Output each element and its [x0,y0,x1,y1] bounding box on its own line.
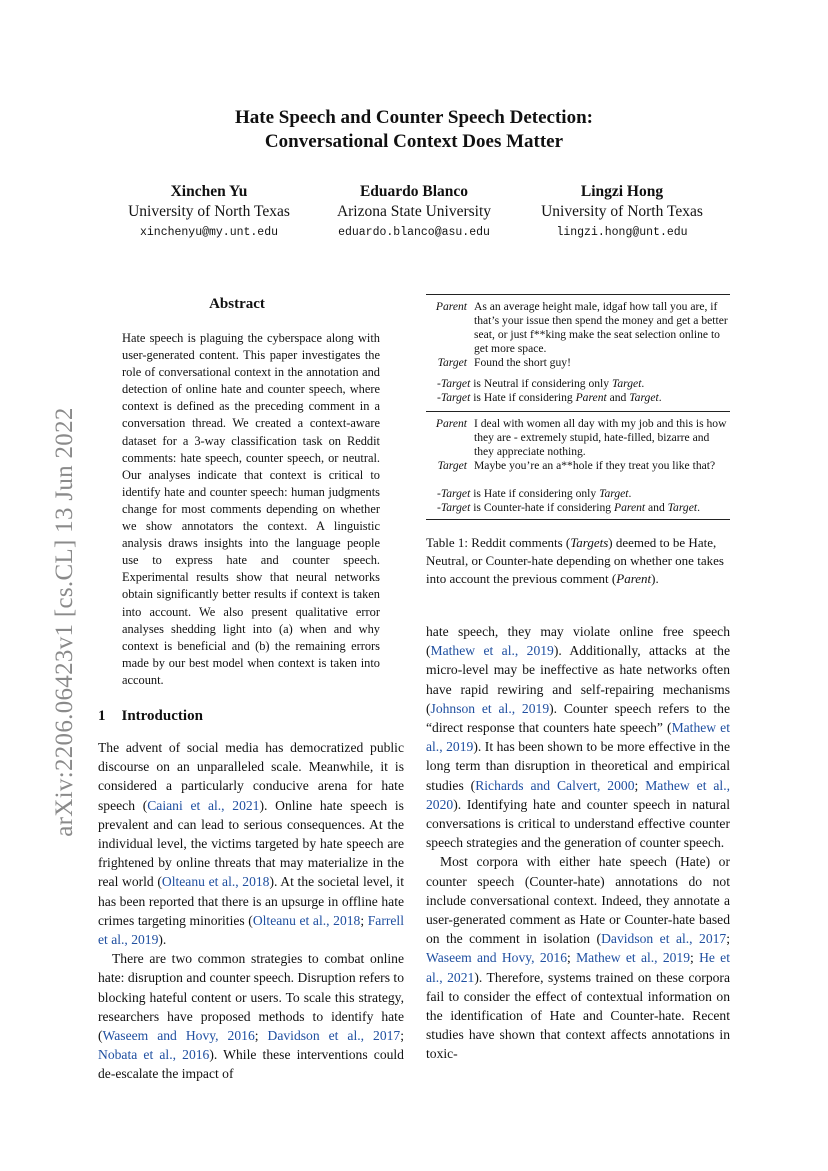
author-name: Eduardo Blanco [359,183,469,200]
title-line-1: Hate Speech and Counter Speech Detection: [235,107,593,128]
citation-link[interactable]: He et al., 2021 [426,950,730,985]
author-email: xinchenyu@my.unt.edu [139,226,279,239]
role-label: Parent [435,300,467,313]
table-note: -Target is Counter-hate if considering Parent and Target. [437,501,701,514]
comment-text: Maybe you’re an a**hole if they treat you like that? [474,459,716,472]
table-row [426,417,730,459]
author-3 [517,182,727,244]
citation-link[interactable]: Davidson et al., 2017 [267,1028,401,1044]
author-name: Lingzi Hong [580,183,664,200]
citation-link[interactable]: Mathew et al., 2019 [576,950,691,966]
citation-link[interactable]: Mathew et al., 2019 [430,643,554,659]
section-heading [98,708,203,725]
author-affiliation: University of North Texas [541,203,703,220]
author-email: eduardo.blanco@asu.edu [338,226,490,239]
section-title: Introduction [121,708,203,724]
citation-link[interactable]: Waseem and Hovy, 2016 [102,1028,255,1044]
arxiv-stamp [50,372,80,872]
citation-link[interactable]: Caiani et al., 2021 [147,797,260,813]
comment-text: I deal with women all day with my job and this is how they are - extremely stupid, hate-filled, bizarre and they appreciate nothing. [474,417,727,458]
citation-link[interactable]: Johnson et al., 2019 [430,700,550,716]
left-column [98,738,404,1084]
title-line-2: Conversational Context Does Matter [264,131,564,152]
citation-link[interactable]: Davidson et al., 2017 [601,931,727,947]
paragraph: Most corpora with either hate speech (Hate) or counter speech (Counter-hate) annotations do not include conversational context. Indeed, they annotate a user-generated comment as Hate or Counter-hate based on the comment in isolation (Davidson et al., 2017; Waseem and Hovy, 2016; Mathew et al., 2019; He et al., 2021). Therefore, systems trained on these corpora fail to consider the effect of contextual information on the identification of Hate and Counter-hate. Recent studies have shown that context affects annotations in toxic- [426,854,731,1062]
citation-link[interactable]: Farrell et al., 2019 [98,912,404,948]
comment-text: Found the short guy! [474,356,571,369]
table-row [426,300,730,356]
table-note: -Target is Hate if considering Parent and Target. [437,391,662,404]
paragraph: The advent of social media has democratized public discourse on an unparalleled scale. Meanwhile, it is considered a particularly conducive arena for hate speech (Caiani et al., 2021). Online hate speech is prevalent and can lead to serious consequences. At the individual level, the victims targeted by hate speech are frightened by online threats that may materialize in the real world (Olteanu et al., 2018). At the societal level, it has been reported that there is an upsurge in offline hate crimes targeting minorities (Olteanu et al., 2018; Farrell et al., 2019). [98,740,404,948]
paper-title [0,106,828,154]
citation-link[interactable]: Mathew et al., 2020 [426,777,730,812]
citation-link[interactable]: Richards and Calvert, 2000 [475,777,635,793]
citation-link[interactable]: Nobata et al., 2016 [98,1047,210,1063]
table-caption: Table 1: Reddit comments (Targets) deemed to be Hate, Neutral, or Counter-hate depending on whether one takes into account the previous comment (Parent). [426,535,724,586]
paragraph: hate speech, they may violate online free speech (Mathew et al., 2019). Additionally, attacks at the micro-level may be ineffective as hate networks often have rapid rewiring and self-repairing mechanisms (Johnson et al., 2019). Counter speech refers to the “direct response that counters hate speech” (Mathew et al., 2019). It has been shown to be more effective in the long term than disruption in theoretical and empirical studies (Richards and Calvert, 2000; Mathew et al., 2020). Identifying hate and counter speech in natural conversations is critical to understand effective counter speech strategies and the generation of counter speech. [426,624,730,851]
table-row [426,459,730,473]
comment-text: As an average height male, idgaf how tall you are, if that’s your issue then spend the money and get a better seat, or just f**king make the seat selection online to get more space. [474,300,728,355]
paragraph: There are two common strategies to combat online hate: disruption and counter speech. Disruption refers to blocking hateful content or users. To scale this strategy, researchers have proposed methods to identify hate (Waseem and Hovy, 2016; Davidson et al., 2017; Nobata et al., 2016). While these interventions could de-escalate the impact of [98,951,404,1082]
table-note: -Target is Neutral if considering only Target. [437,377,645,390]
role-label: Parent [435,417,467,430]
citation-link[interactable]: Olteanu et al., 2018 [252,912,361,928]
author-email: lingzi.hong@unt.edu [556,226,688,239]
citation-link[interactable]: Waseem and Hovy, 2016 [426,950,568,966]
citation-link[interactable]: Mathew et al., 2019 [426,720,730,755]
section-number: 1 [98,708,106,724]
abstract-heading: Abstract [209,296,265,312]
table-row [426,356,730,370]
table-note: -Target is Hate if considering only Target. [437,487,632,500]
role-label: Target [437,459,467,472]
role-label: Target [437,356,467,369]
author-affiliation: University of North Texas [128,203,290,220]
right-column [426,622,730,1064]
abstract-body: Hate speech is plaguing the cyberspace along with user-generated content. This paper investigates the role of conversational context in the annotation and detection of online hate and counter speech, where context is defined as the preceding comment in a conversation thread. We created a context-aware dataset for a 3-way classification task on Reddit comments: hate speech, counter speech, or neutral. Our analyses indicate that context is critical to identify hate and counter speech: human judgments change for most comments depending on whether we show annotators the context. A linguistic analysis draws insights into the language people use to express hate and counter speech. Experimental results show that neural networks obtain significantly better results if context is taken into account. We also present qualitative error analyses shedding light into (a) when and why context is beneficial and (b) the remaining errors made by our best model when context is taken into account. [122,331,380,687]
author-2 [309,182,519,244]
citation-link[interactable]: Olteanu et al., 2018 [161,874,270,890]
table-1 [426,294,730,520]
author-name: Xinchen Yu [170,183,248,200]
arxiv-stamp-text: arXiv:2206.06423v1 [cs.CL] 13 Jun 2022 [51,407,78,837]
author-affiliation: Arizona State University [336,203,492,220]
author-1 [104,182,314,244]
